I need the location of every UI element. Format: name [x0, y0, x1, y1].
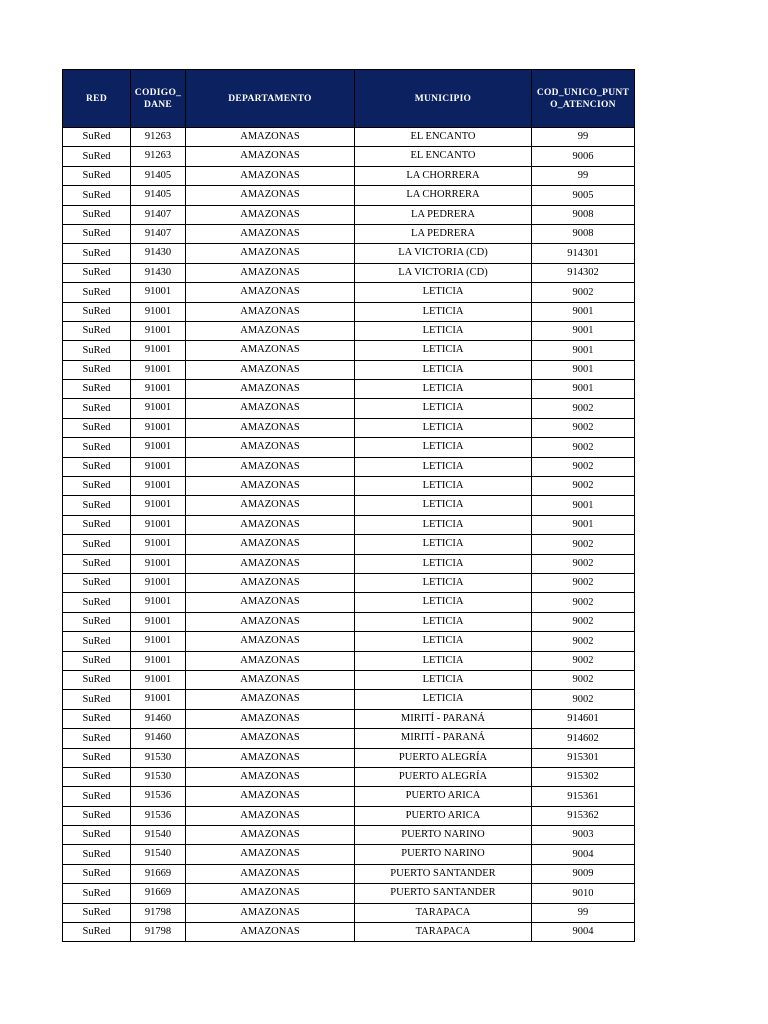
cell-cod-unico: 915362: [532, 806, 635, 825]
table-row: [63, 748, 635, 767]
table-row: [63, 690, 635, 709]
cell-municipio: LETICIA: [355, 573, 532, 592]
cell-red: SuRed: [63, 224, 131, 243]
cell-codigo-dane: 91001: [131, 535, 186, 554]
cell-departamento: AMAZONAS: [186, 806, 355, 825]
cell-cod-unico: 9001: [532, 341, 635, 360]
table-row: [63, 787, 635, 806]
cell-departamento: AMAZONAS: [186, 224, 355, 243]
cell-codigo-dane: 91536: [131, 806, 186, 825]
cell-cod-unico: 914601: [532, 709, 635, 728]
cell-municipio: LETICIA: [355, 651, 532, 670]
cell-codigo-dane: 91405: [131, 166, 186, 185]
cell-cod-unico: 9006: [532, 147, 635, 166]
cell-municipio: LETICIA: [355, 593, 532, 612]
cell-codigo-dane: 91001: [131, 632, 186, 651]
cell-municipio: LETICIA: [355, 283, 532, 302]
cell-red: SuRed: [63, 477, 131, 496]
cell-municipio: MIRITÍ - PARANÁ: [355, 729, 532, 748]
cell-departamento: AMAZONAS: [186, 438, 355, 457]
cell-codigo-dane: 91001: [131, 515, 186, 534]
cell-codigo-dane: 91536: [131, 787, 186, 806]
cell-codigo-dane: 91669: [131, 864, 186, 883]
cell-red: SuRed: [63, 128, 131, 147]
cell-red: SuRed: [63, 826, 131, 845]
cell-departamento: AMAZONAS: [186, 399, 355, 418]
cell-departamento: AMAZONAS: [186, 341, 355, 360]
cell-red: SuRed: [63, 864, 131, 883]
cell-departamento: AMAZONAS: [186, 283, 355, 302]
table-row: [63, 380, 635, 399]
cell-municipio: LETICIA: [355, 515, 532, 534]
cell-municipio: LETICIA: [355, 690, 532, 709]
table-row: [63, 651, 635, 670]
cell-cod-unico: 9001: [532, 496, 635, 515]
cell-municipio: PUERTO SANTANDER: [355, 884, 532, 903]
cell-codigo-dane: 91263: [131, 128, 186, 147]
cell-cod-unico: 914602: [532, 729, 635, 748]
cell-red: SuRed: [63, 186, 131, 205]
cell-red: SuRed: [63, 244, 131, 263]
cell-cod-unico: 9001: [532, 302, 635, 321]
cell-municipio: LETICIA: [355, 554, 532, 573]
cell-codigo-dane: 91001: [131, 380, 186, 399]
table-row: [63, 128, 635, 147]
cell-red: SuRed: [63, 632, 131, 651]
table-row: [63, 826, 635, 845]
cell-departamento: AMAZONAS: [186, 748, 355, 767]
cell-codigo-dane: 91405: [131, 186, 186, 205]
cell-codigo-dane: 91798: [131, 903, 186, 922]
cell-codigo-dane: 91001: [131, 418, 186, 437]
cell-cod-unico: 99: [532, 903, 635, 922]
cell-red: SuRed: [63, 321, 131, 340]
cell-departamento: AMAZONAS: [186, 147, 355, 166]
table-row: [63, 535, 635, 554]
table-row: [63, 845, 635, 864]
cell-municipio: LETICIA: [355, 477, 532, 496]
cell-codigo-dane: 91669: [131, 884, 186, 903]
cell-municipio: LA VICTORIA (CD): [355, 263, 532, 282]
cell-red: SuRed: [63, 806, 131, 825]
cell-cod-unico: 9002: [532, 438, 635, 457]
cell-municipio: LETICIA: [355, 360, 532, 379]
cell-cod-unico: 9002: [532, 632, 635, 651]
cell-cod-unico: 9001: [532, 515, 635, 534]
cell-codigo-dane: 91001: [131, 477, 186, 496]
cell-codigo-dane: 91001: [131, 321, 186, 340]
cell-red: SuRed: [63, 845, 131, 864]
cell-municipio: PUERTO ARICA: [355, 806, 532, 825]
cell-red: SuRed: [63, 438, 131, 457]
cell-departamento: AMAZONAS: [186, 593, 355, 612]
table-row: [63, 729, 635, 748]
cell-red: SuRed: [63, 884, 131, 903]
cell-departamento: AMAZONAS: [186, 767, 355, 786]
cell-departamento: AMAZONAS: [186, 496, 355, 515]
table-row: [63, 496, 635, 515]
cell-departamento: AMAZONAS: [186, 380, 355, 399]
table-row: [63, 341, 635, 360]
header-red: RED: [63, 70, 131, 128]
table-row: [63, 457, 635, 476]
cell-cod-unico: 9002: [532, 573, 635, 592]
cell-cod-unico: 914302: [532, 263, 635, 282]
cell-codigo-dane: 91001: [131, 593, 186, 612]
cell-cod-unico: 914301: [532, 244, 635, 263]
cell-red: SuRed: [63, 903, 131, 922]
cell-codigo-dane: 91263: [131, 147, 186, 166]
cell-cod-unico: 9002: [532, 670, 635, 689]
cell-departamento: AMAZONAS: [186, 826, 355, 845]
cell-cod-unico: 9001: [532, 321, 635, 340]
cell-municipio: LETICIA: [355, 399, 532, 418]
cell-cod-unico: 9001: [532, 380, 635, 399]
table-row: [63, 321, 635, 340]
cell-cod-unico: 915302: [532, 767, 635, 786]
table-row: [63, 884, 635, 903]
cell-departamento: AMAZONAS: [186, 128, 355, 147]
cell-departamento: AMAZONAS: [186, 263, 355, 282]
table-row: [63, 612, 635, 631]
cell-departamento: AMAZONAS: [186, 418, 355, 437]
cell-cod-unico: 9005: [532, 186, 635, 205]
cell-codigo-dane: 91001: [131, 438, 186, 457]
cell-cod-unico: 9009: [532, 864, 635, 883]
cell-red: SuRed: [63, 651, 131, 670]
cell-codigo-dane: 91798: [131, 923, 186, 942]
cell-municipio: LETICIA: [355, 612, 532, 631]
table-row: [63, 186, 635, 205]
cell-cod-unico: 9002: [532, 418, 635, 437]
table-row: [63, 283, 635, 302]
cell-municipio: LETICIA: [355, 302, 532, 321]
cell-red: SuRed: [63, 593, 131, 612]
table-row: [63, 573, 635, 592]
cell-departamento: AMAZONAS: [186, 321, 355, 340]
cell-red: SuRed: [63, 457, 131, 476]
cell-red: SuRed: [63, 418, 131, 437]
cell-red: SuRed: [63, 205, 131, 224]
cell-cod-unico: 99: [532, 166, 635, 185]
cell-cod-unico: 9002: [532, 690, 635, 709]
cell-codigo-dane: 91430: [131, 244, 186, 263]
cell-codigo-dane: 91407: [131, 224, 186, 243]
data-table: [62, 69, 635, 942]
cell-departamento: AMAZONAS: [186, 166, 355, 185]
table-row: [63, 263, 635, 282]
cell-codigo-dane: 91001: [131, 360, 186, 379]
table-row: [63, 903, 635, 922]
cell-cod-unico: 99: [532, 128, 635, 147]
cell-codigo-dane: 91001: [131, 341, 186, 360]
cell-municipio: LETICIA: [355, 496, 532, 515]
cell-codigo-dane: 91001: [131, 612, 186, 631]
cell-municipio: LETICIA: [355, 535, 532, 554]
table-body: [63, 128, 635, 942]
cell-municipio: LA PEDRERA: [355, 224, 532, 243]
cell-municipio: EL ENCANTO: [355, 147, 532, 166]
table-row: [63, 767, 635, 786]
cell-red: SuRed: [63, 670, 131, 689]
cell-cod-unico: 9004: [532, 923, 635, 942]
cell-departamento: AMAZONAS: [186, 205, 355, 224]
table-row: [63, 224, 635, 243]
cell-red: SuRed: [63, 496, 131, 515]
cell-municipio: PUERTO ALEGRÍA: [355, 767, 532, 786]
table-row: [63, 806, 635, 825]
cell-codigo-dane: 91540: [131, 826, 186, 845]
cell-departamento: AMAZONAS: [186, 923, 355, 942]
cell-municipio: LETICIA: [355, 418, 532, 437]
header-municipio: MUNICIPIO: [355, 70, 532, 128]
cell-codigo-dane: 91001: [131, 399, 186, 418]
cell-cod-unico: 9001: [532, 360, 635, 379]
cell-departamento: AMAZONAS: [186, 729, 355, 748]
cell-codigo-dane: 91001: [131, 302, 186, 321]
cell-cod-unico: 9002: [532, 651, 635, 670]
cell-cod-unico: 9002: [532, 477, 635, 496]
cell-red: SuRed: [63, 399, 131, 418]
cell-departamento: AMAZONAS: [186, 651, 355, 670]
cell-cod-unico: 9002: [532, 535, 635, 554]
cell-municipio: PUERTO NARINO: [355, 826, 532, 845]
cell-municipio: LETICIA: [355, 341, 532, 360]
table-row: [63, 399, 635, 418]
cell-departamento: AMAZONAS: [186, 709, 355, 728]
cell-departamento: AMAZONAS: [186, 360, 355, 379]
cell-cod-unico: 9002: [532, 457, 635, 476]
cell-red: SuRed: [63, 380, 131, 399]
cell-departamento: AMAZONAS: [186, 535, 355, 554]
cell-red: SuRed: [63, 515, 131, 534]
cell-codigo-dane: 91001: [131, 651, 186, 670]
cell-municipio: LETICIA: [355, 670, 532, 689]
table-row: [63, 302, 635, 321]
table-row: [63, 864, 635, 883]
cell-cod-unico: 915301: [532, 748, 635, 767]
cell-codigo-dane: 91001: [131, 670, 186, 689]
cell-departamento: AMAZONAS: [186, 864, 355, 883]
cell-codigo-dane: 91540: [131, 845, 186, 864]
cell-red: SuRed: [63, 283, 131, 302]
table-row: [63, 166, 635, 185]
cell-codigo-dane: 91001: [131, 283, 186, 302]
header-codigo-dane: CODIGO_ DANE: [131, 70, 186, 128]
cell-municipio: LETICIA: [355, 380, 532, 399]
cell-cod-unico: 9002: [532, 283, 635, 302]
cell-red: SuRed: [63, 923, 131, 942]
cell-municipio: PUERTO NARINO: [355, 845, 532, 864]
cell-municipio: LA VICTORIA (CD): [355, 244, 532, 263]
cell-red: SuRed: [63, 360, 131, 379]
cell-departamento: AMAZONAS: [186, 845, 355, 864]
cell-departamento: AMAZONAS: [186, 554, 355, 573]
cell-municipio: MIRITÍ - PARANÁ: [355, 709, 532, 728]
table-row: [63, 477, 635, 496]
cell-municipio: EL ENCANTO: [355, 128, 532, 147]
cell-cod-unico: 9002: [532, 554, 635, 573]
cell-red: SuRed: [63, 302, 131, 321]
cell-departamento: AMAZONAS: [186, 632, 355, 651]
cell-codigo-dane: 91001: [131, 690, 186, 709]
table-row: [63, 360, 635, 379]
cell-departamento: AMAZONAS: [186, 302, 355, 321]
cell-cod-unico: 9008: [532, 205, 635, 224]
cell-municipio: PUERTO SANTANDER: [355, 864, 532, 883]
cell-departamento: AMAZONAS: [186, 612, 355, 631]
cell-municipio: LETICIA: [355, 457, 532, 476]
cell-codigo-dane: 91001: [131, 457, 186, 476]
cell-codigo-dane: 91530: [131, 767, 186, 786]
cell-cod-unico: 9003: [532, 826, 635, 845]
cell-cod-unico: 915361: [532, 787, 635, 806]
cell-red: SuRed: [63, 767, 131, 786]
table-row: [63, 554, 635, 573]
header-cod-unico: COD_UNICO_PUNT O_ATENCION: [532, 70, 635, 128]
cell-codigo-dane: 91460: [131, 729, 186, 748]
cell-cod-unico: 9002: [532, 593, 635, 612]
table-row: [63, 923, 635, 942]
cell-codigo-dane: 91001: [131, 554, 186, 573]
table-row: [63, 593, 635, 612]
cell-departamento: AMAZONAS: [186, 573, 355, 592]
table-row: [63, 418, 635, 437]
cell-municipio: LA PEDRERA: [355, 205, 532, 224]
table-row: [63, 244, 635, 263]
table-header: [63, 70, 635, 128]
cell-departamento: AMAZONAS: [186, 690, 355, 709]
cell-codigo-dane: 91430: [131, 263, 186, 282]
cell-municipio: LA CHORRERA: [355, 186, 532, 205]
cell-departamento: AMAZONAS: [186, 787, 355, 806]
cell-departamento: AMAZONAS: [186, 186, 355, 205]
cell-municipio: LA CHORRERA: [355, 166, 532, 185]
cell-red: SuRed: [63, 573, 131, 592]
cell-red: SuRed: [63, 341, 131, 360]
cell-red: SuRed: [63, 709, 131, 728]
table-row: [63, 709, 635, 728]
cell-codigo-dane: 91001: [131, 496, 186, 515]
cell-municipio: PUERTO ALEGRÍA: [355, 748, 532, 767]
cell-departamento: AMAZONAS: [186, 477, 355, 496]
cell-red: SuRed: [63, 554, 131, 573]
cell-municipio: LETICIA: [355, 321, 532, 340]
cell-red: SuRed: [63, 748, 131, 767]
cell-codigo-dane: 91530: [131, 748, 186, 767]
cell-codigo-dane: 91460: [131, 709, 186, 728]
header-row: [63, 70, 635, 128]
table-row: [63, 515, 635, 534]
cell-cod-unico: 9002: [532, 612, 635, 631]
cell-red: SuRed: [63, 263, 131, 282]
cell-municipio: LETICIA: [355, 438, 532, 457]
table-row: [63, 438, 635, 457]
cell-departamento: AMAZONAS: [186, 884, 355, 903]
cell-departamento: AMAZONAS: [186, 670, 355, 689]
cell-departamento: AMAZONAS: [186, 244, 355, 263]
cell-codigo-dane: 91001: [131, 573, 186, 592]
cell-cod-unico: 9010: [532, 884, 635, 903]
cell-cod-unico: 9004: [532, 845, 635, 864]
cell-municipio: TARAPACA: [355, 903, 532, 922]
cell-codigo-dane: 91407: [131, 205, 186, 224]
cell-municipio: TARAPACA: [355, 923, 532, 942]
cell-red: SuRed: [63, 535, 131, 554]
table-row: [63, 205, 635, 224]
cell-cod-unico: 9008: [532, 224, 635, 243]
cell-departamento: AMAZONAS: [186, 457, 355, 476]
cell-red: SuRed: [63, 147, 131, 166]
cell-municipio: LETICIA: [355, 632, 532, 651]
cell-red: SuRed: [63, 729, 131, 748]
cell-red: SuRed: [63, 690, 131, 709]
cell-cod-unico: 9002: [532, 399, 635, 418]
cell-red: SuRed: [63, 612, 131, 631]
cell-red: SuRed: [63, 166, 131, 185]
header-departamento: DEPARTAMENTO: [186, 70, 355, 128]
cell-departamento: AMAZONAS: [186, 903, 355, 922]
cell-departamento: AMAZONAS: [186, 515, 355, 534]
cell-red: SuRed: [63, 787, 131, 806]
table-row: [63, 632, 635, 651]
table-row: [63, 670, 635, 689]
cell-municipio: PUERTO ARICA: [355, 787, 532, 806]
table-row: [63, 147, 635, 166]
